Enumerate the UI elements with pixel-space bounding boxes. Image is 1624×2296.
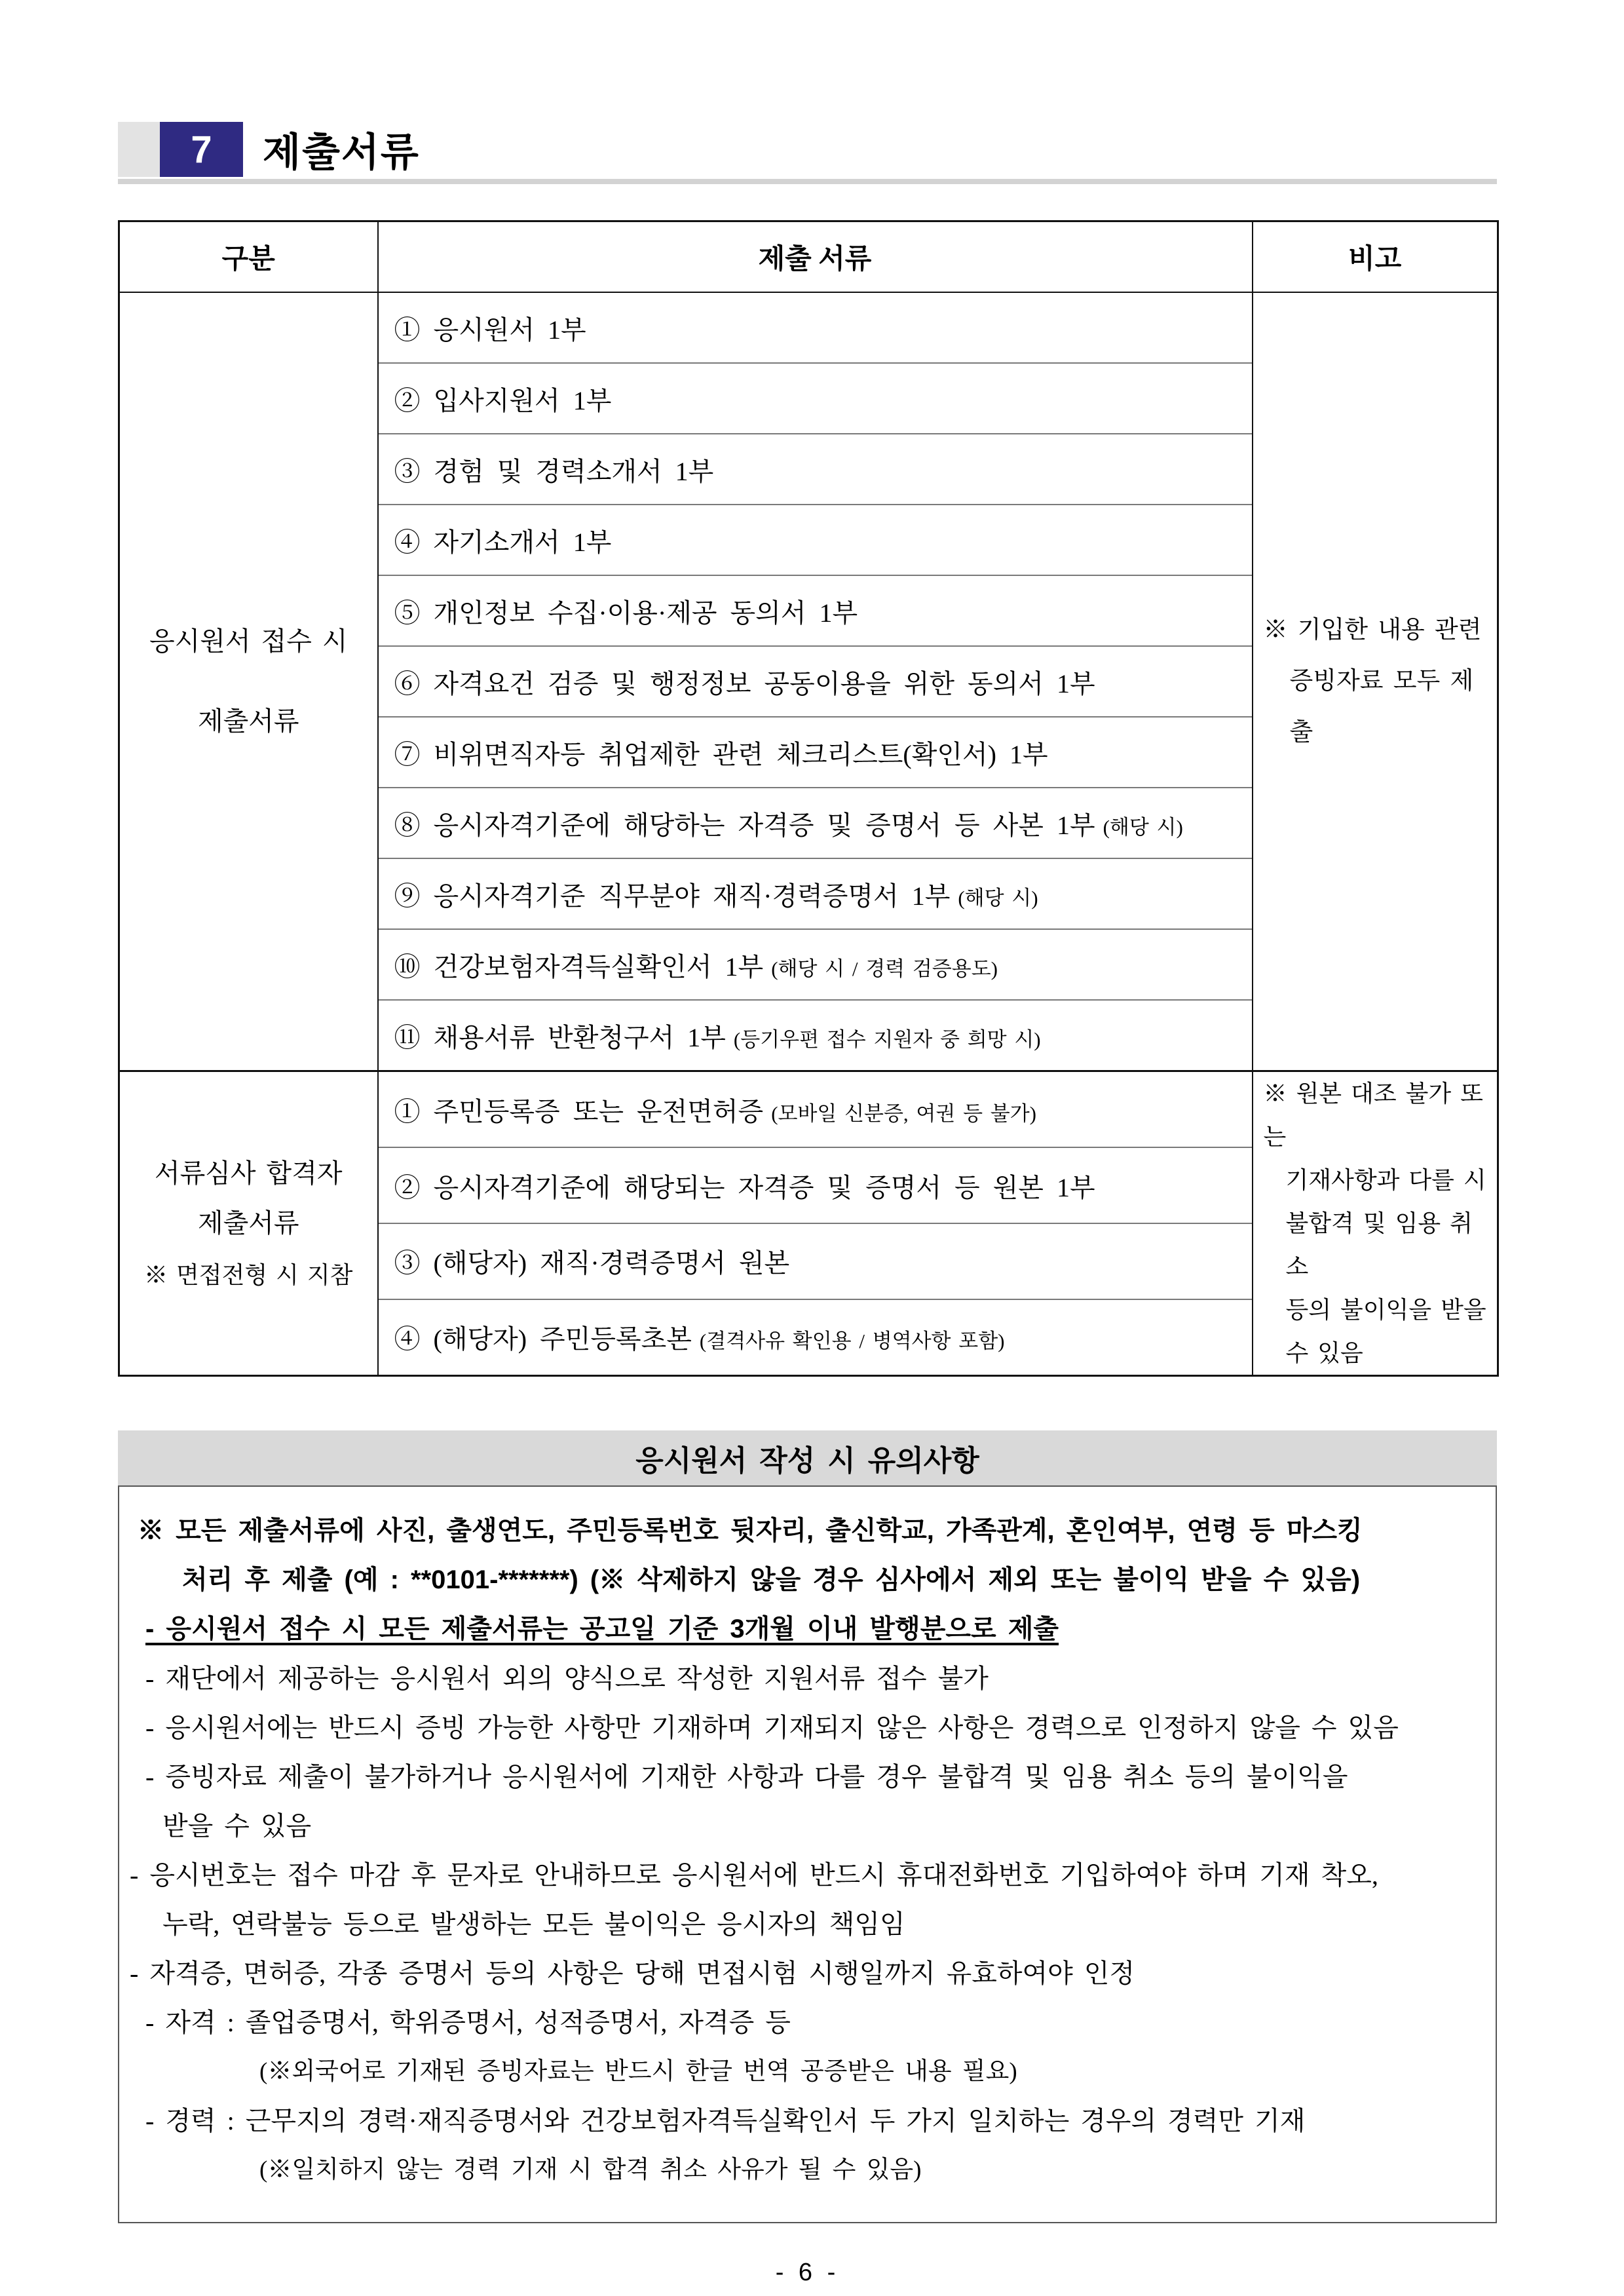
remark-line: ※ 기입한 내용 관련: [1263, 617, 1482, 643]
remark-line: 기재사항과 다를 시: [1285, 1167, 1486, 1193]
document-item: [378, 434, 1253, 505]
document-item: [378, 646, 1253, 717]
document-item: [378, 575, 1253, 646]
notice-line: - 응시원서 접수 시 모든 제출서류는 공고일 기준 3개월 이내 발행분으로 제출: [145, 1615, 1059, 1643]
category-cell-interview: [119, 1071, 378, 1376]
remark-line: 등의 불이익을 받을: [1285, 1297, 1486, 1323]
notice-title-bar: 응시원서 작성 시 유의사항: [118, 1430, 1497, 1485]
remark-cell-interview: [1253, 1071, 1498, 1376]
document-item: [378, 1223, 1253, 1299]
item-note: (해당 시): [958, 886, 1038, 909]
section-header: [118, 122, 1497, 177]
document-item: [378, 717, 1253, 788]
notice-line: - 응시번호는 접수 마감 후 문자로 안내하므로 응시원서에 반드시 휴대전화번호 기입하여야 하며 기재 착오,: [130, 1860, 1378, 1890]
item-text: ⑨ 응시자격기준 직무분야 재직·경력증명서 1부: [394, 881, 951, 911]
documents-table: [118, 220, 1499, 1377]
header-rule: [118, 179, 1497, 184]
item-text: ② 응시자격기준에 해당되는 자격증 및 증명서 등 원본 1부: [394, 1172, 1095, 1202]
document-item: [378, 1000, 1253, 1071]
document-item: [378, 1071, 1253, 1148]
remark-line: 증빙자료 모두 제출: [1289, 668, 1474, 746]
item-text: ③ (해당자) 재직·경력증명서 원본: [394, 1248, 790, 1278]
page-number: - 6 -: [775, 2259, 840, 2286]
notice-line: ※ 모든 제출서류에 사진, 출생연도, 주민등록번호 뒷자리, 출신학교, 가족관계, 혼인여부, 연령 등 마스킹: [138, 1516, 1363, 1545]
column-header-documents: 제출 서류: [378, 221, 1253, 293]
table-row: [119, 292, 1498, 363]
column-header-remarks: 비고: [1253, 221, 1498, 293]
item-note: (모바일 신분증, 여권 등 불가): [771, 1101, 1036, 1125]
notice-line: 처리 후 제출 (예 : **0101-*******) (※ 삭제하지 않을 경우 심사에서 제외 또는 불이익 받을 수 있음): [182, 1565, 1361, 1594]
category-cell-application: [119, 292, 378, 1071]
document-item: [378, 505, 1253, 575]
notice-line: 받을 수 있음: [162, 1811, 312, 1841]
document-item: [378, 1147, 1253, 1223]
notice-line: (※일치하지 않는 경력 기재 시 합격 취소 사유가 될 수 있음): [259, 2156, 922, 2183]
notice-line: - 자격증, 면허증, 각종 증명서 등의 사항은 당해 면접시험 시행일까지 유효하여야 인정: [130, 1959, 1135, 1988]
item-note: (해당 시): [1103, 815, 1183, 839]
item-text: ② 입사지원서 1부: [394, 385, 612, 415]
remark-line: 수 있음: [1285, 1340, 1363, 1366]
notice-line: - 증빙자료 제출이 불가하거나 응시원서에 기재한 사항과 다를 경우 불합격 및 임용 취소 등의 불이익을: [145, 1762, 1348, 1791]
page-content: [118, 122, 1497, 2287]
remark-line: 불합격 및 임용 취소: [1285, 1210, 1473, 1280]
item-text: ⑥ 자격요건 검증 및 행정정보 공동이용을 위한 동의서 1부: [394, 668, 1095, 698]
item-text: ⑤ 개인정보 수집·이용·제공 동의서 1부: [394, 598, 858, 628]
item-text: ⑩ 건강보험자격득실확인서 1부: [394, 951, 764, 982]
item-text: ④ 자기소개서 1부: [394, 527, 612, 557]
document-item: [378, 292, 1253, 363]
document-item: [378, 858, 1253, 929]
item-text: ① 주민등록증 또는 운전면허증: [394, 1096, 764, 1126]
category-line: 제출서류: [197, 1208, 299, 1238]
table-row: [119, 1071, 1498, 1148]
notice-line: - 자격 : 졸업증명서, 학위증명서, 성적증명서, 자격증 등: [145, 2008, 791, 2037]
category-line: 서류심사 합격자: [155, 1158, 343, 1188]
document-item: [378, 788, 1253, 858]
header-gray-block: [118, 122, 160, 177]
item-text: ⑧ 응시자격기준에 해당하는 자격증 및 증명서 등 사본 1부: [394, 810, 1095, 840]
item-note: (등기우편 접수 지원자 중 희망 시): [733, 1027, 1041, 1051]
document-item: [378, 1299, 1253, 1376]
notice-line: - 재단에서 제공하는 응시원서 외의 양식으로 작성한 지원서류 접수 불가: [145, 1664, 989, 1693]
item-text: ⑪ 채용서류 반환청구서 1부: [394, 1022, 726, 1052]
item-text: ① 응시원서 1부: [394, 315, 586, 345]
notice-line: 누락, 연락불능 등으로 발생하는 모든 불이익은 응시자의 책임임: [162, 1909, 905, 1939]
document-item: [378, 929, 1253, 1000]
item-text: ③ 경험 및 경력소개서 1부: [394, 456, 714, 486]
notice-line: (※외국어로 기재된 증빙자료는 반드시 한글 번역 공증받은 내용 필요): [259, 2058, 1017, 2085]
remark-cell-application: [1253, 292, 1498, 1071]
notice-line: - 응시원서에는 반드시 증빙 가능한 사항만 기재하며 기재되지 않은 사항은 경력으로 인정하지 않을 수 있음: [145, 1713, 1399, 1742]
notice-body: [118, 1485, 1497, 2223]
notice-line: - 경력 : 근무지의 경력·재직증명서와 건강보험자격득실확인서 두 가지 일치하는 경우의 경력만 기재: [145, 2106, 1306, 2135]
item-text: ⑦ 비위면직자등 취업제한 관련 체크리스트(확인서) 1부: [394, 739, 1048, 769]
column-header-category: 구분: [119, 221, 378, 293]
item-note: (결격사유 확인용 / 병역사항 포함): [699, 1330, 1005, 1353]
item-note: (해당 시 / 경력 검증용도): [771, 957, 998, 980]
category-line: 응시원서 접수 시: [149, 626, 348, 656]
item-text: ④ (해당자) 주민등록초본: [394, 1324, 692, 1354]
category-line: 제출서류: [197, 706, 299, 736]
category-note: ※ 면접전형 시 지참: [144, 1261, 353, 1288]
table-header-row: [119, 221, 1498, 293]
section-number-badge: 7: [160, 122, 243, 177]
document-item: [378, 363, 1253, 434]
page-title: 제출서류: [263, 130, 420, 174]
remark-line: ※ 원본 대조 불가 또는: [1263, 1081, 1483, 1150]
